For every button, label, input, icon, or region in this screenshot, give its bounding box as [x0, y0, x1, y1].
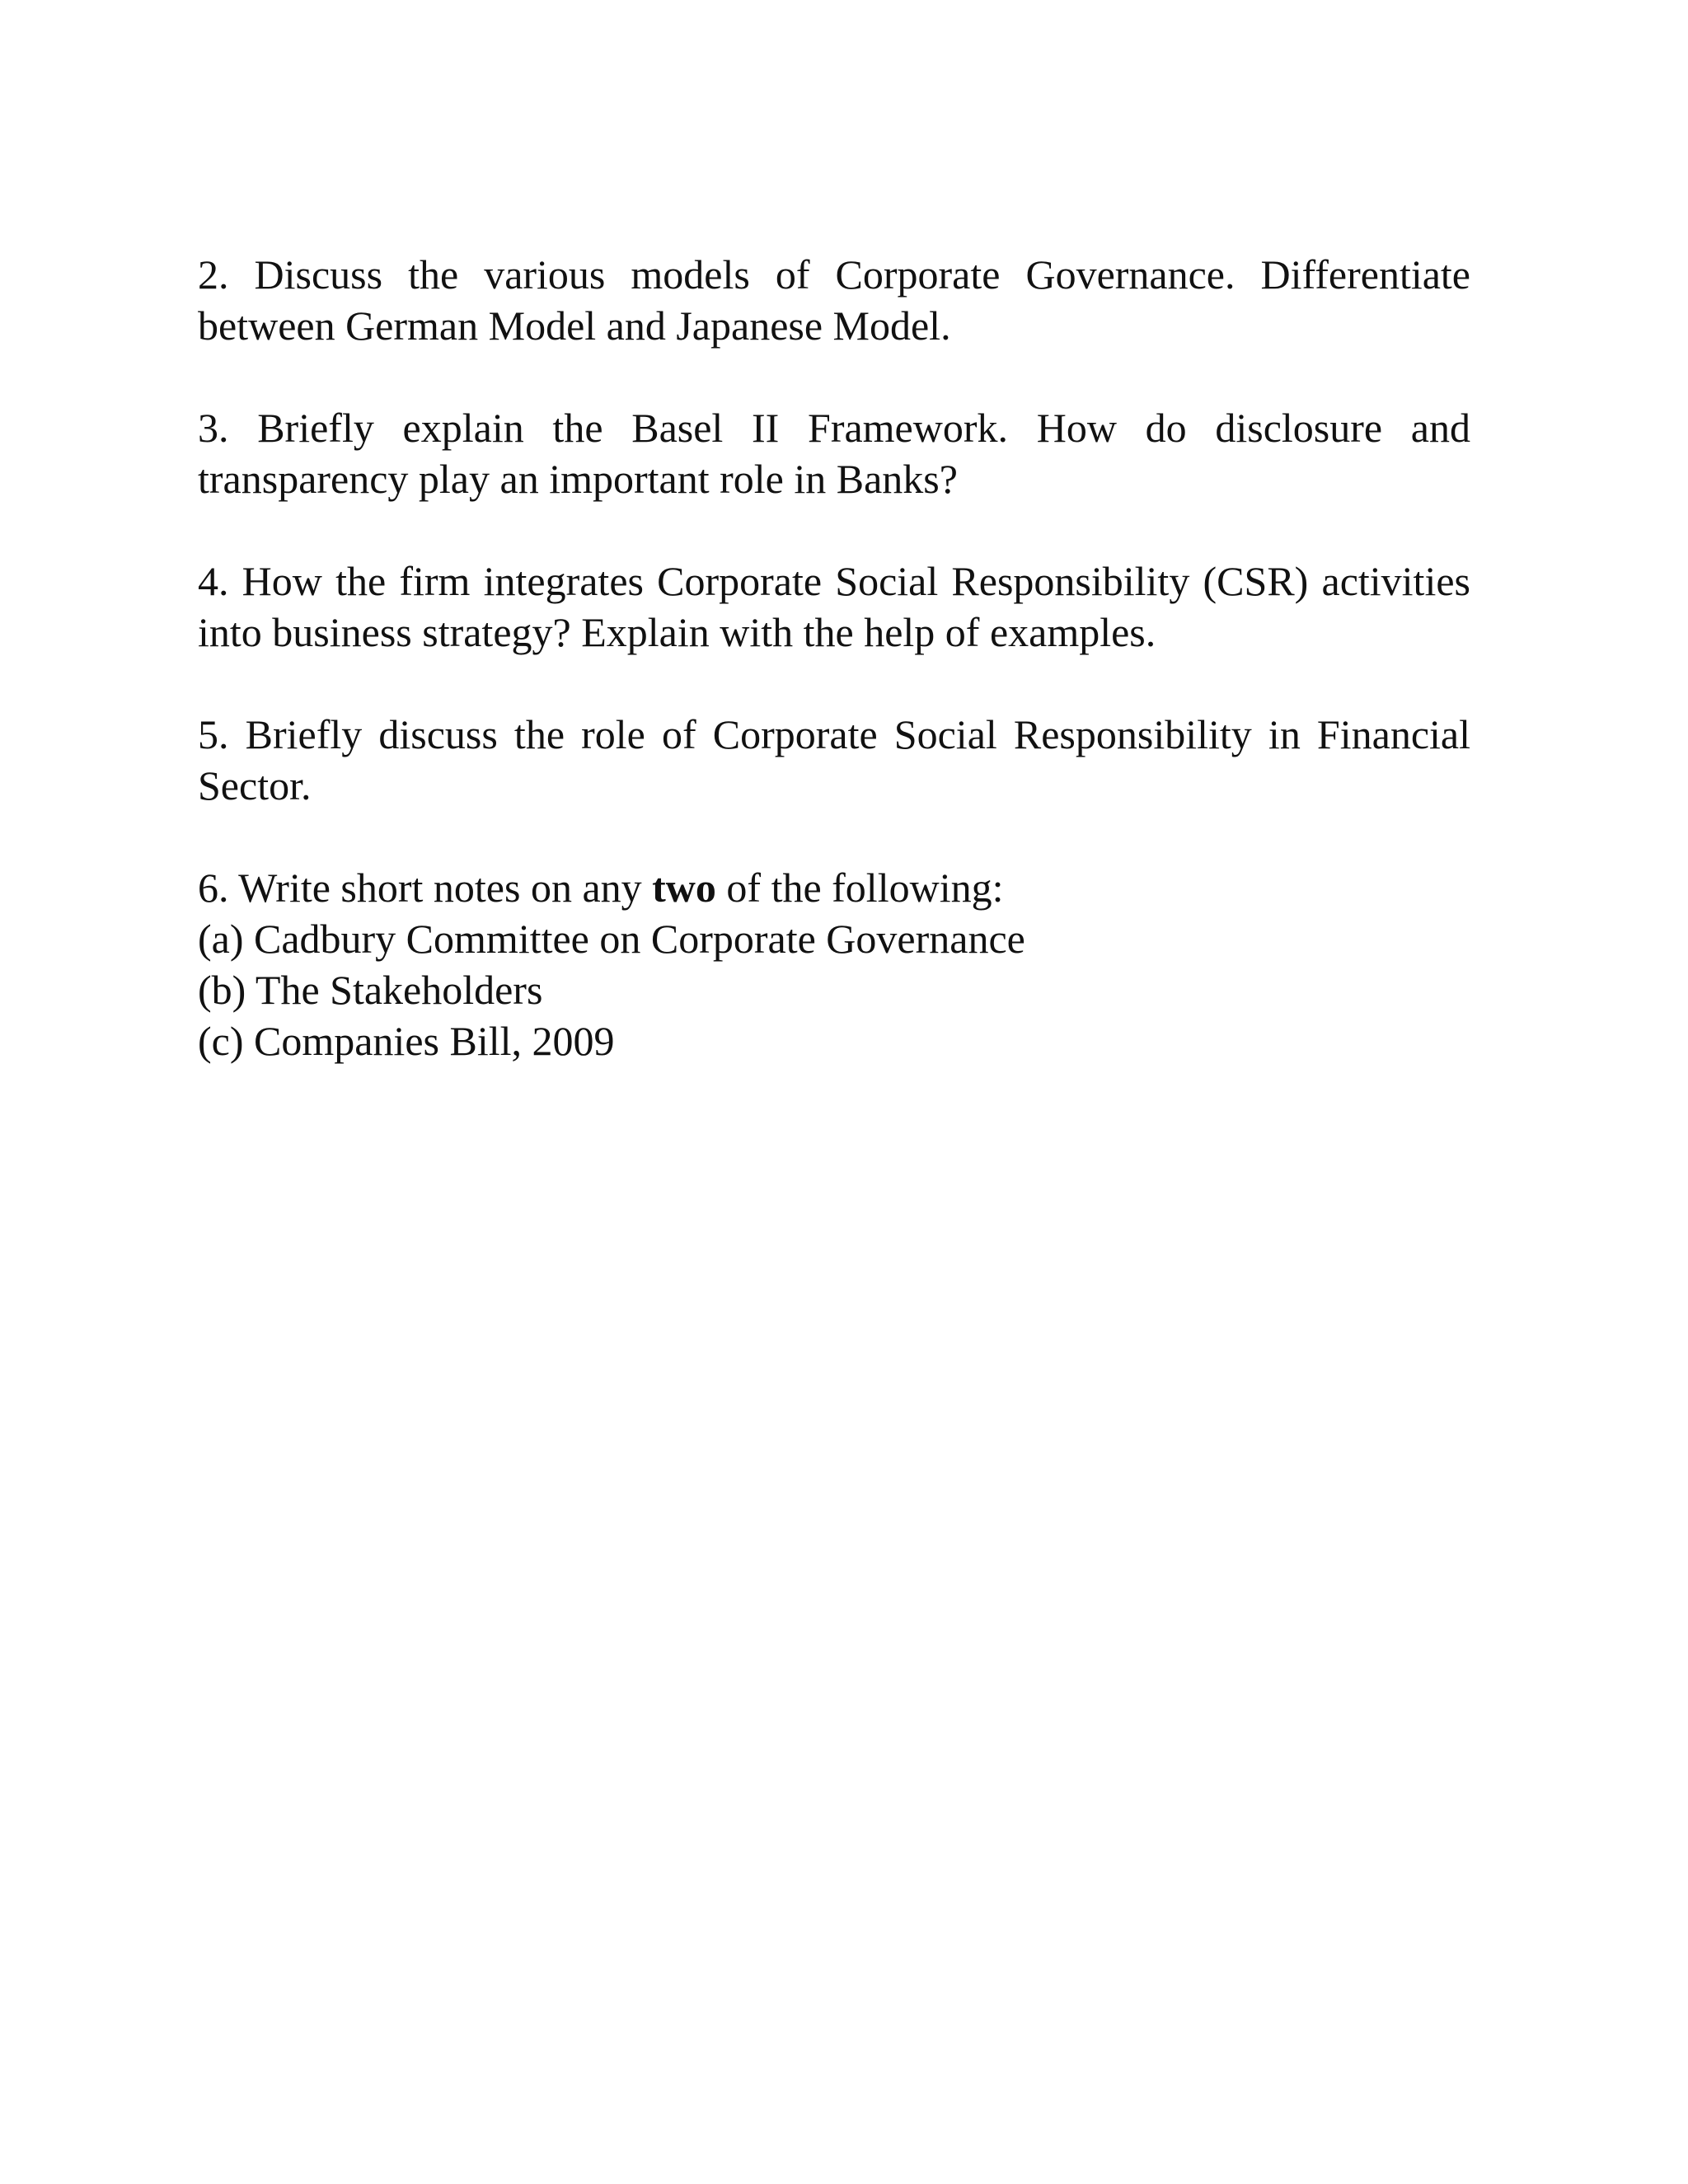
question-6-item-b: (b) The Stakeholders	[198, 967, 543, 1013]
question-6-intro-start: 6. Write short notes on any	[198, 865, 653, 911]
question-6	[198, 862, 1470, 1066]
question-5: 5. Briefly discuss the role of Corporate Social Responsibility in Financial Sector.	[198, 711, 1470, 808]
question-6-intro-end: of the following:	[715, 865, 1004, 911]
question-6-intro	[198, 862, 1470, 913]
question-6-item-a: (a) Cadbury Committee on Corporate Governance	[198, 916, 1025, 962]
question-6-intro-emphasis: two	[652, 865, 716, 911]
question-4: 4. How the firm integrates Corporate Social Responsibility (CSR) activities into business strategy? Explain with the help of examples.	[198, 558, 1470, 655]
question-6-item-c: (c) Companies Bill, 2009	[198, 1018, 615, 1064]
question-2: 2. Discuss the various models of Corporate Governance. Differentiate between German Model and Japanese Model.	[198, 251, 1470, 349]
question-list	[198, 249, 1470, 1066]
question-3: 3. Briefly explain the Basel II Framework. How do disclosure and transparency play an important role in Banks?	[198, 405, 1470, 502]
